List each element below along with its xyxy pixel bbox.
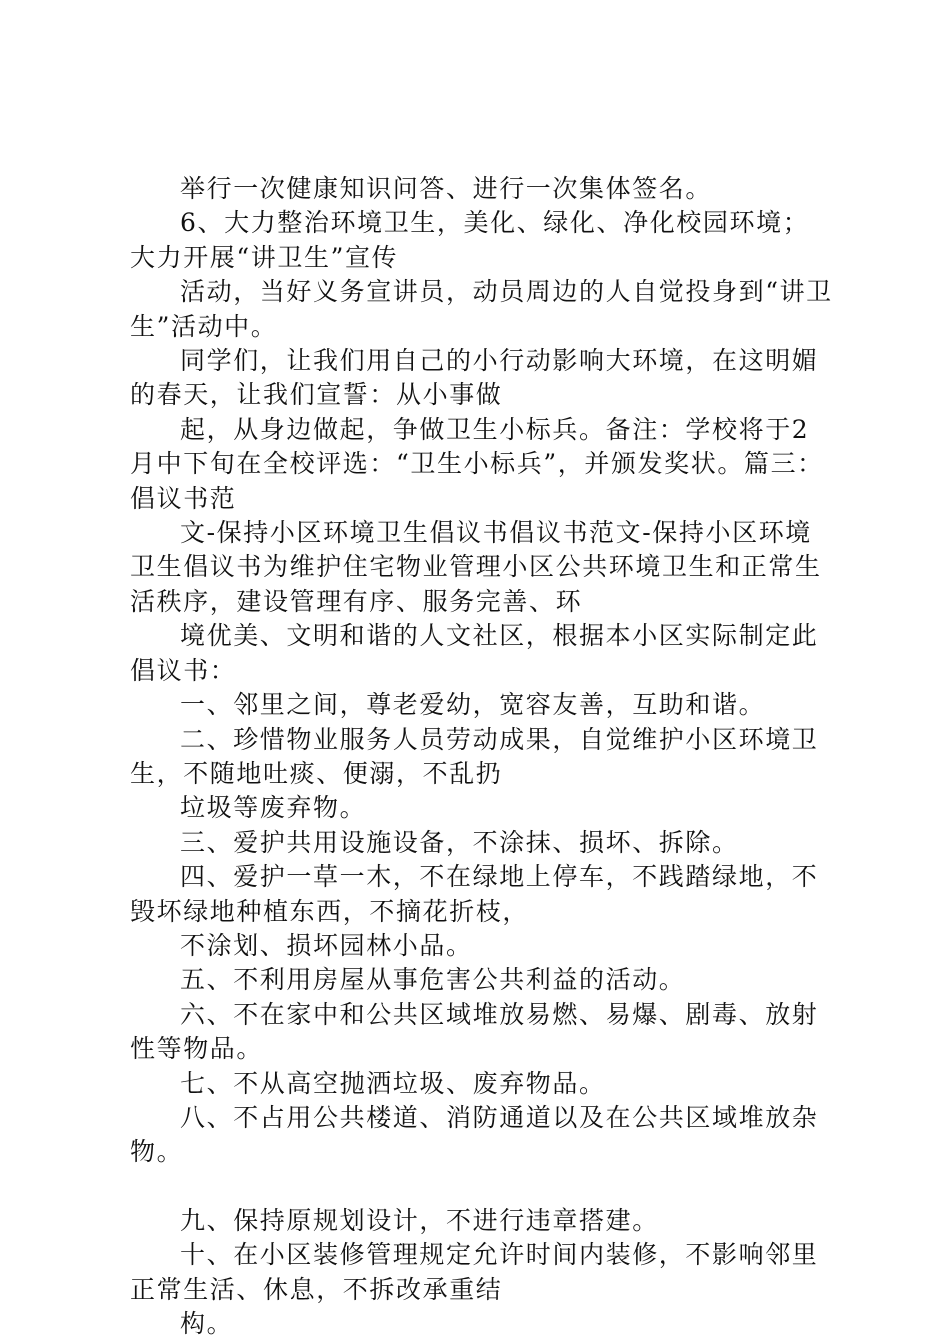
paragraph: 垃圾等废弃物。 <box>180 793 367 823</box>
paragraph: 境优美、文明和谐的人文社区，根据本小区实际制定此倡议书： <box>130 621 819 685</box>
paragraph: 同学们，让我们用自己的小行动影响大环境，在这明媚的春天，让我们宣誓：从小事做 <box>130 346 819 410</box>
paragraph: 十、在小区装修管理规定允许时间内装修，不影响邻里正常生活、休息，不拆改承重结 <box>130 1240 819 1304</box>
paragraph: 活动，当好义务宣讲员，动员周边的人自觉投身到“讲卫生”活动中。 <box>130 277 833 341</box>
paragraph: 构。 <box>180 1309 234 1338</box>
document-body <box>130 172 835 1341</box>
paragraph: 不涂划、损坏园林小品。 <box>180 930 473 960</box>
paragraph: 6、大力整治环境卫生，美化、绿化、净化校园环境；大力开展“讲卫生”宣传 <box>130 208 810 272</box>
paragraph: 二、珍惜物业服务人员劳动成果，自觉维护小区环境卫生，不随地吐痰、便溺，不乱扔 <box>130 724 819 788</box>
paragraph: 八、不占用公共楼道、消防通道以及在公共区域堆放杂物。 <box>130 1102 819 1167</box>
paragraph: 起，从身边做起，争做卫生小标兵。备注：学校将于2月中下旬在全校评选：“卫生小标兵”，并颁发奖状。篇三：倡议书范 <box>130 414 824 513</box>
paragraph: 举行一次健康知识问答、进行一次集体签名。 <box>180 174 713 203</box>
paragraph: 一、邻里之间，尊老爱幼，宽容友善，互助和谐。 <box>180 690 766 720</box>
paragraph: 三、爱护共用设施设备，不涂抹、损坏、拆除。 <box>180 827 739 857</box>
paragraph: 文-保持小区环境卫生倡议书倡议书范文-保持小区环境卫生倡议书为维护住宅物业管理小区公共环境卫生和正常生活秩序，建设管理有序、服务完善、环 <box>130 518 822 616</box>
paragraph: 九、保持原规划设计，不进行违章搭建。 <box>180 1205 659 1235</box>
paragraph: 六、不在家中和公共区域堆放易燃、易爆、剧毒、放射性等物品。 <box>130 999 819 1064</box>
paragraph: 五、不利用房屋从事危害公共利益的活动。 <box>180 965 686 995</box>
paragraph: 四、爱护一草一木，不在绿地上停车，不践踏绿地，不毁坏绿地种植东西，不摘花折枝， <box>130 862 819 926</box>
paragraph: 七、不从高空抛洒垃圾、废弃物品。 <box>180 1068 606 1098</box>
